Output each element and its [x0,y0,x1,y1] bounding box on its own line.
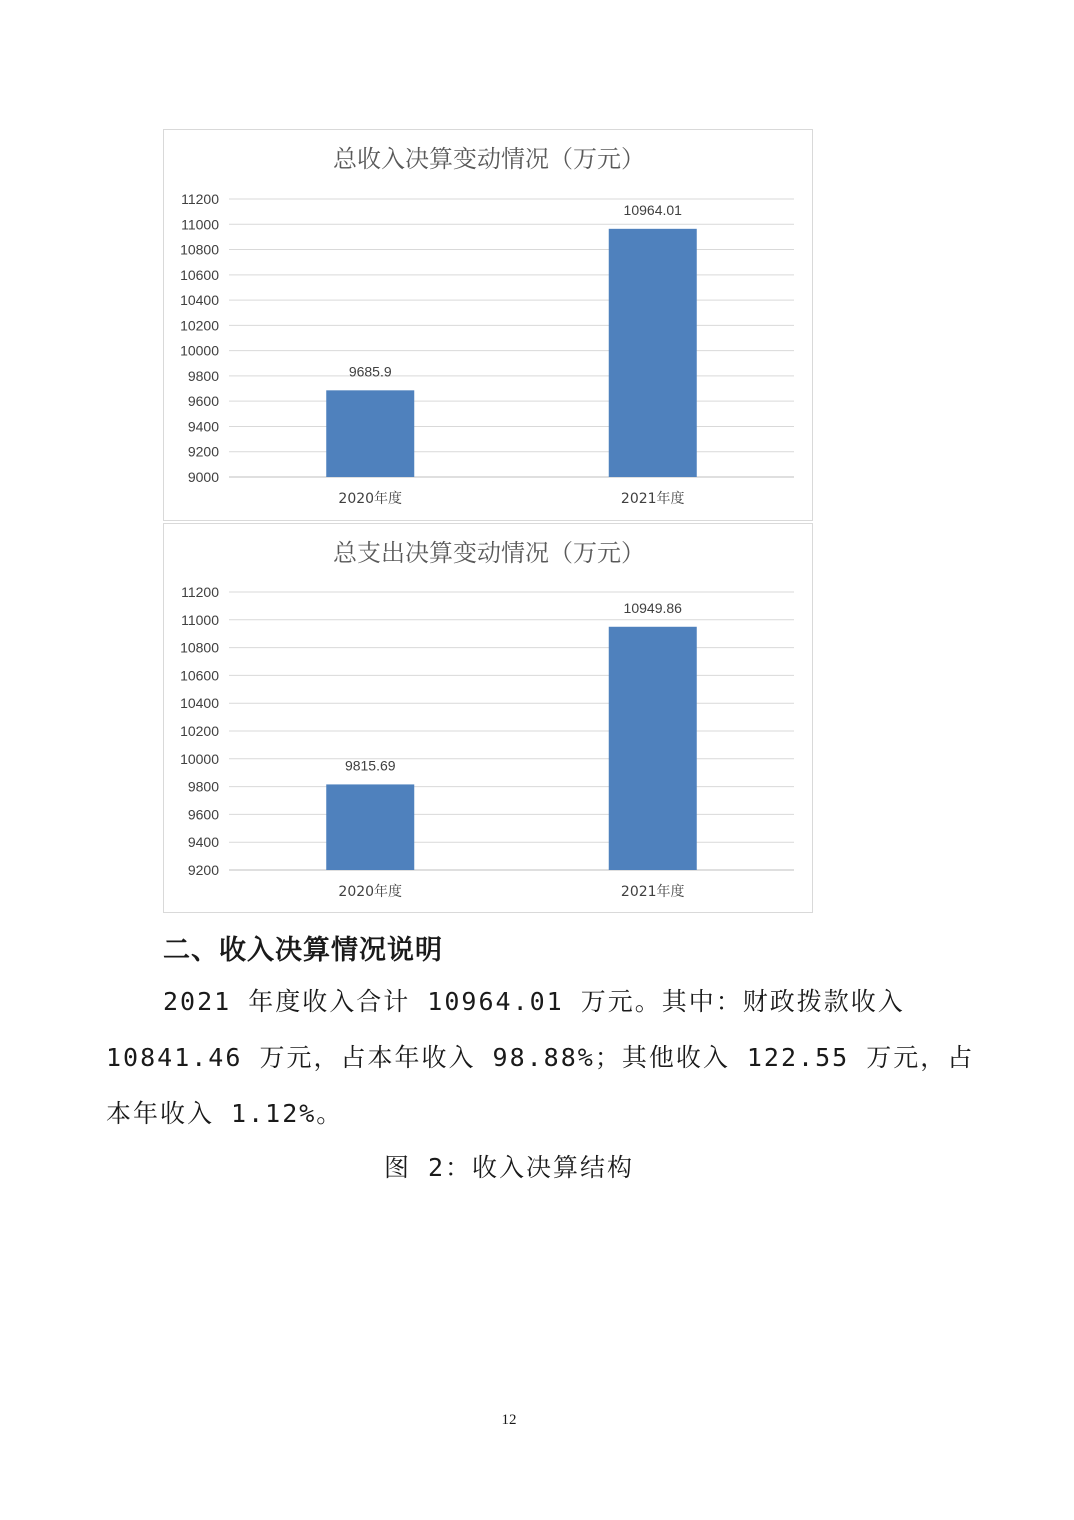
y-tick-label: 10200 [180,723,219,739]
data-label: 10949.86 [623,599,682,616]
y-tick-label: 9800 [187,367,219,384]
paragraph-line-1: 2021 年度收入合计 10964.01 万元。其中：财政拨款收入 [163,987,905,1016]
y-tick-label: 10000 [180,750,219,767]
paragraph-line-2: 10841.46 万元，占本年收入 98.88%；其他收入 122.55 万元，占 [106,1043,975,1072]
bar [326,784,414,870]
x-category-label: 2021年度 [620,491,685,507]
y-tick-label: 9600 [187,806,219,823]
x-category-label: 2020年度 [338,884,403,900]
expenditure-chart-svg [164,524,814,914]
y-tick-label: 10600 [180,667,219,684]
y-tick-label: 10400 [180,695,219,712]
data-label: 10964.01 [623,201,682,218]
y-tick-label: 10600 [180,266,219,283]
y-tick-label: 9000 [187,469,219,485]
bar [609,627,697,870]
chart-title: 总收入决算变动情况（万元） [333,145,645,173]
figure-caption: 图 2：收入决算结构 [383,1153,635,1182]
data-label: 9815.69 [344,757,396,774]
y-tick-label: 11000 [181,611,219,628]
x-category-label: 2021年度 [620,884,685,900]
bar [326,390,414,477]
y-tick-label: 10400 [180,292,219,309]
y-tick-label: 9200 [187,443,219,460]
y-tick-label: 10800 [180,241,219,258]
y-tick-label: 9200 [187,862,219,878]
bar [609,229,697,477]
income-chart [163,129,813,521]
paragraph-line-3: 本年收入 1.12%。 [106,1099,344,1128]
y-tick-label: 10800 [180,639,219,656]
y-tick-label: 9800 [187,778,219,795]
y-tick-label: 11200 [181,584,219,600]
page-number: 12 [501,1412,517,1428]
y-tick-label: 11200 [181,191,219,207]
expenditure-chart [163,523,813,913]
income-chart-svg [164,130,814,522]
y-tick-label: 10000 [180,342,219,359]
y-tick-label: 9400 [187,834,219,851]
y-tick-label: 9600 [187,393,219,410]
chart-title: 总支出决算变动情况（万元） [333,539,645,567]
y-tick-label: 11000 [181,216,219,233]
data-label: 9685.9 [348,363,392,380]
section-heading: 二、收入决算情况说明 [163,935,443,966]
y-tick-label: 9400 [187,418,219,435]
x-category-label: 2020年度 [338,491,403,507]
y-tick-label: 10200 [180,317,219,334]
